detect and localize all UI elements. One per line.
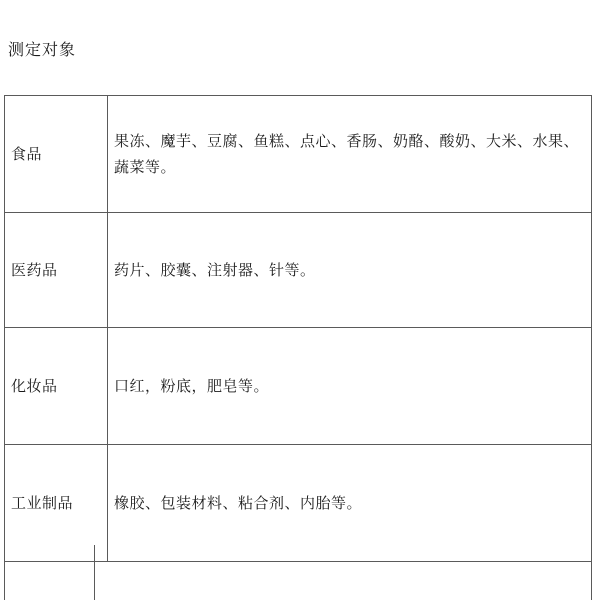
- category-cell: 医药品: [5, 213, 108, 328]
- table-continuation-strip: [4, 545, 592, 600]
- table-border-middle: [94, 545, 95, 600]
- table-border-right: [591, 545, 592, 600]
- table-row: [5, 445, 592, 562]
- page-title: 测定对象: [8, 40, 77, 59]
- description-cell: 果冻、魔芋、豆腐、鱼糕、点心、香肠、奶酪、酸奶、大米、水果、蔬菜等。: [108, 96, 592, 213]
- table-row: [5, 96, 592, 213]
- description-cell: 橡胶、包装材料、粘合剂、内胎等。: [108, 445, 592, 562]
- category-cell: 工业制品: [5, 445, 108, 562]
- measurement-targets-table: [4, 95, 592, 562]
- description-cell: 口红，粉底，肥皂等。: [108, 328, 592, 445]
- description-cell: 药片、胶囊、注射器、针等。: [108, 213, 592, 328]
- table-border-left: [4, 545, 5, 600]
- table-row: [5, 328, 592, 445]
- category-cell: 食品: [5, 96, 108, 213]
- category-cell: 化妆品: [5, 328, 108, 445]
- table-row: [5, 213, 592, 328]
